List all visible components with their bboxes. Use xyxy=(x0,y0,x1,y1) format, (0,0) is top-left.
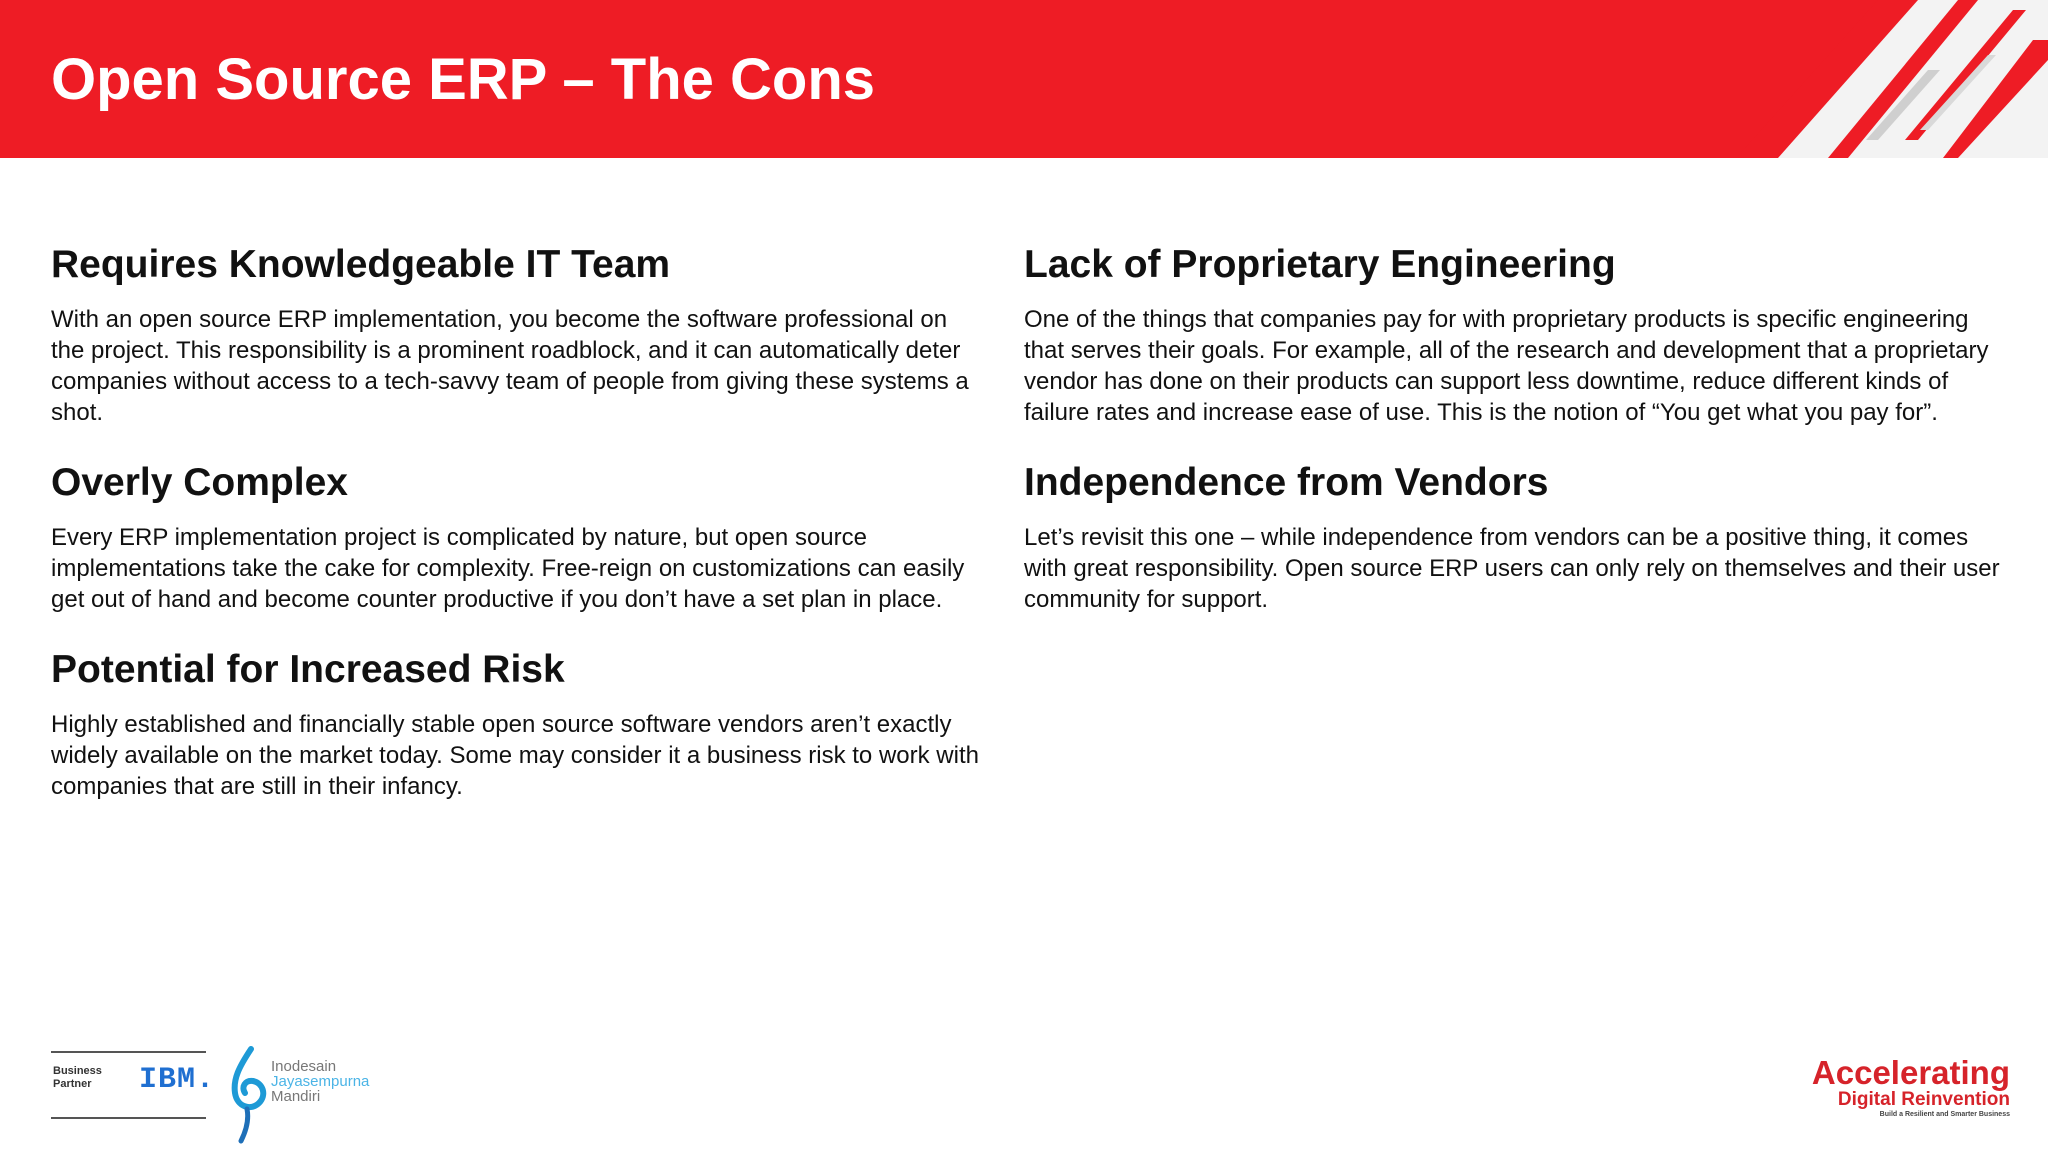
section-it-team xyxy=(51,242,981,428)
ibm-logo: IBM. xyxy=(139,1063,216,1097)
section-body: With an open source ERP implementation, you become the software professional on the project. This responsibility is a prominent roadblock, and it can automatically deter companies without access to a tech-savvy team of people from giving these systems a shot. xyxy=(51,306,969,426)
divider xyxy=(51,1117,206,1119)
section-proprietary-engineering xyxy=(1024,242,2004,428)
section-heading: Lack of Proprietary Engineering xyxy=(1024,243,1616,286)
divider xyxy=(51,1051,206,1053)
tagline-subtitle: Digital Reinvention xyxy=(1837,1089,2010,1110)
inodesain-logo xyxy=(229,1045,369,1145)
slide-header xyxy=(0,0,2048,158)
partner-name-line3: Mandiri xyxy=(271,1088,321,1105)
business-partner-label xyxy=(53,1065,102,1091)
section-body: Let’s revisit this one – while independence from vendors can be a positive thing, it comes with great responsibility. Open source ERP users can only rely on themselves and their user community for support. xyxy=(1024,524,2000,613)
section-body: One of the things that companies pay for with proprietary products is specific engineering that serves their goals. For example, all of the research and development that a proprietary vendor has done on their products can support less downtime, reduce different kinds of failure rates and increase ease of use. This is the notion of “You get what you pay for”. xyxy=(1024,306,1989,426)
left-column xyxy=(51,242,981,834)
footer-partner-logos xyxy=(51,1045,371,1145)
section-heading: Potential for Increased Risk xyxy=(51,648,565,691)
business-partner-line2: Partner xyxy=(53,1078,92,1090)
section-independence-vendors xyxy=(1024,460,2004,615)
section-heading: Independence from Vendors xyxy=(1024,461,1549,504)
right-column xyxy=(1024,242,2004,647)
droplet-swirl-icon xyxy=(229,1045,273,1145)
slide-title: Open Source ERP – The Cons xyxy=(51,47,876,112)
tagline-small: Build a Resilient and Smarter Business xyxy=(1879,1111,2010,1118)
section-heading: Overly Complex xyxy=(51,461,348,504)
section-body: Highly established and financially stable open source software vendors aren’t exactly widely available on the market today. Some may consider it a business risk to work with companies that are still in their infancy. xyxy=(51,711,979,800)
footer-tagline xyxy=(1810,1056,2010,1126)
section-increased-risk xyxy=(51,647,981,802)
section-overly-complex xyxy=(51,460,981,615)
partner-name-line1: Inodesain xyxy=(271,1058,337,1075)
partner-name-line2: Jayasempurna xyxy=(271,1073,370,1090)
section-body: Every ERP implementation project is complicated by nature, but open source implementations take the cake for complexity. Free-reign on customizations can easily get out of hand and become counter productive if you don’t have a set plan in place. xyxy=(51,524,965,613)
partner-name xyxy=(271,1059,369,1104)
tagline-title: Accelerating xyxy=(1811,1054,2010,1091)
business-partner-line1: Business xyxy=(53,1065,102,1077)
header-stripes-decoration xyxy=(1628,0,2048,158)
section-heading: Requires Knowledgeable IT Team xyxy=(51,243,671,286)
